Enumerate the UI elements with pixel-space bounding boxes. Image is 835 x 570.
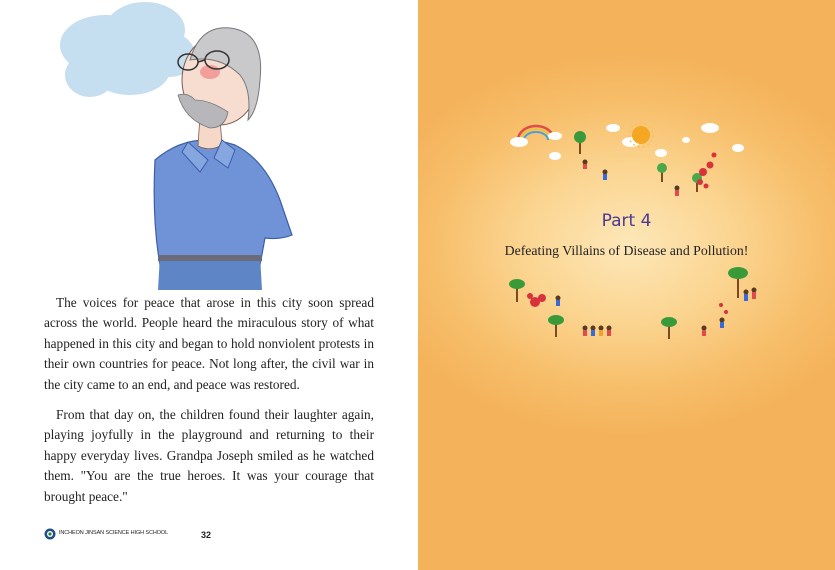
story-paragraph-2: From that day on, the children found their laughter again, playing joyfully in the playground and returning to their happy everyday lives. Grandpa Joseph smiled as he watched them. "You are the true heroes. It was your courage that brought peace." [44, 407, 374, 504]
part-subtitle: Defeating Villains of Disease and Pollution! [504, 243, 749, 258]
page-number: 32 [201, 530, 212, 540]
heart-icon [697, 153, 717, 189]
right-page [418, 0, 835, 570]
flower-icon [527, 293, 546, 307]
grandpa-joseph-illustration [60, 0, 320, 290]
part-title: Part 4 [601, 211, 652, 231]
footer-school-name: INCHEON JINSAN SCIENCE HIGH SCHOOL [59, 530, 169, 536]
story-paragraph-1: The voices for peace that arose in this city soon spread across the world. People heard the miraculous story of what happened in this city and began to hold nonviolent protests in their own countries for peace. Not long after, the civil war in the city came to an end, and peace was restored. [44, 295, 374, 392]
school-logo-icon [44, 528, 56, 540]
tree-icon [509, 267, 748, 339]
decorative-border [418, 0, 835, 570]
cloud-icon [60, 2, 195, 97]
heart-icon [719, 303, 728, 314]
